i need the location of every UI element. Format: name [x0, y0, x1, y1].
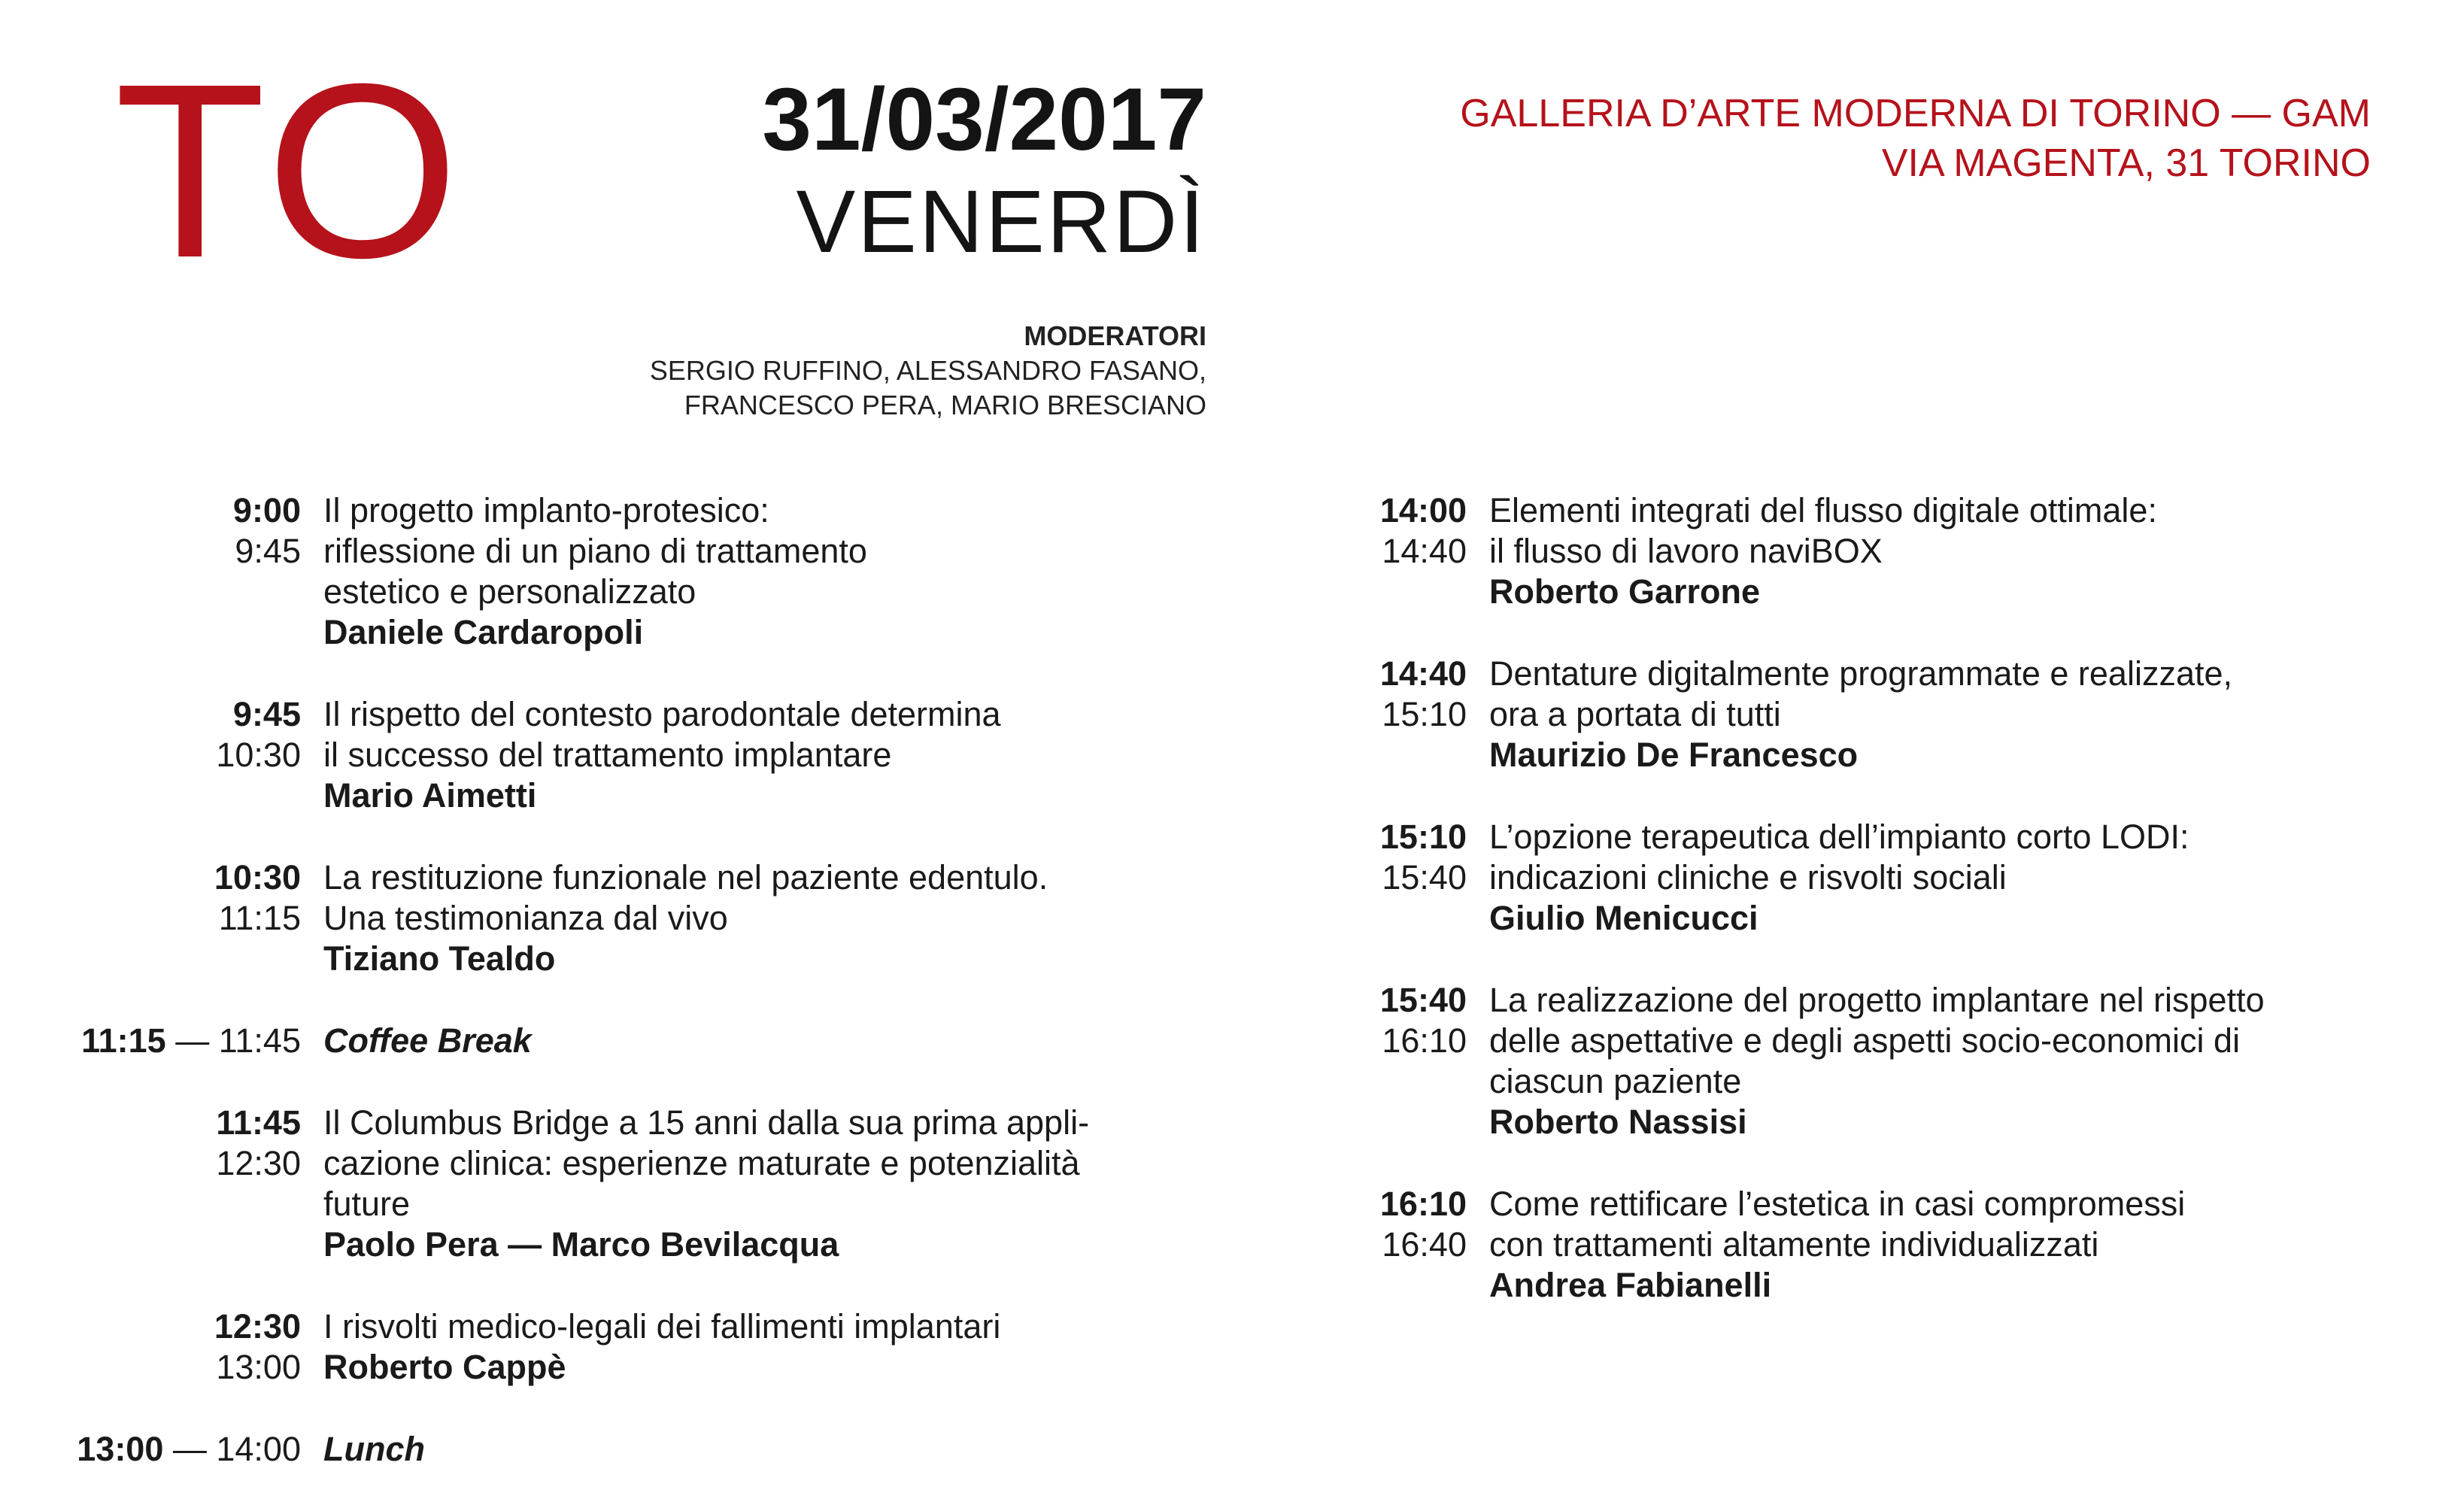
session-times — [1339, 817, 1467, 939]
session-title-line: delle aspettative e degli aspetti socio-economici di — [1489, 1021, 2241, 1060]
session-body — [1467, 817, 2414, 939]
session-times — [1339, 490, 1467, 612]
session-title-line: con trattamenti altamente individualizzati — [1489, 1225, 2099, 1264]
end-time: 14:40 — [1382, 532, 1467, 570]
session-item — [1339, 980, 2414, 1142]
session-body — [301, 1429, 1211, 1470]
speaker-name: Paolo Pera — Marco Bevilacqua — [323, 1225, 839, 1264]
end-time: 12:30 — [216, 1144, 301, 1182]
session-title-line: il successo del trattamento implantare — [323, 736, 892, 774]
start-time: 12:30 — [214, 1307, 301, 1346]
session-item — [53, 1103, 1211, 1265]
city-code: TO — [114, 32, 464, 309]
session-body — [1467, 980, 2414, 1142]
session-title-line: riflessione di un piano di trattamento — [323, 532, 867, 570]
session-title-line: I risvolti medico-legali dei fallimenti implantari — [323, 1307, 1001, 1346]
venue — [1460, 89, 2371, 188]
session-title-line: Il Columbus Bridge a 15 anni dalla sua prima appli- — [323, 1103, 1090, 1142]
time-separator: — — [165, 1021, 219, 1060]
speaker-name: Mario Aimetti — [323, 776, 537, 815]
session-title-line: Il progetto implanto-protesico: — [323, 491, 769, 529]
session-body — [1467, 490, 2414, 612]
schedule-left-column — [53, 490, 1211, 1511]
session-title-line: Dentature digitalmente programmate e realizzate, — [1489, 654, 2233, 693]
session-item — [1339, 817, 2414, 939]
session-times — [53, 490, 301, 653]
session-body — [301, 1103, 1211, 1265]
session-title-line: Il rispetto del contesto parodontale determina — [323, 695, 1001, 733]
session-title-line: future — [323, 1185, 411, 1223]
session-body — [1467, 654, 2414, 775]
session-item — [53, 1306, 1211, 1388]
session-body — [301, 490, 1211, 653]
session-title-line: La realizzazione del progetto implantare nel rispetto — [1489, 981, 2265, 1019]
break-item — [53, 1429, 1211, 1470]
end-time: 15:40 — [1382, 858, 1467, 897]
moderators-heading: MODERATORI — [1024, 320, 1206, 351]
session-times — [1339, 654, 1467, 775]
end-time: 13:00 — [216, 1348, 301, 1386]
end-time: 9:45 — [235, 532, 301, 570]
session-body — [301, 694, 1211, 816]
event-date: 31/03/2017 — [762, 70, 1206, 169]
start-time: 14:40 — [1379, 654, 1467, 693]
event-day: VENERDÌ — [796, 172, 1206, 272]
session-title-line: Elementi integrati del flusso digitale ottimale: — [1489, 491, 2157, 529]
speaker-name: Roberto Nassisi — [1489, 1103, 1747, 1141]
speaker-name: Andrea Fabianelli — [1489, 1266, 1772, 1304]
start-time: 14:00 — [1379, 491, 1467, 529]
end-time: 16:40 — [1382, 1225, 1467, 1264]
session-title-line: il flusso di lavoro naviBOX — [1489, 532, 1883, 570]
start-time: 13:00 — [77, 1430, 164, 1468]
session-times — [53, 1103, 301, 1265]
speaker-name: Roberto Garrone — [1489, 572, 1761, 611]
break-time-range — [53, 1429, 301, 1470]
break-time-range — [53, 1021, 301, 1061]
moderators-line: SERGIO RUFFINO, ALESSANDRO FASANO, — [649, 355, 1206, 386]
session-body — [301, 857, 1211, 979]
session-item — [53, 857, 1211, 979]
end-time: 15:10 — [1382, 695, 1467, 733]
time-separator: — — [163, 1430, 217, 1468]
session-title-line: cazione clinica: esperienze maturate e potenzialità — [323, 1144, 1080, 1182]
session-item — [1339, 490, 2414, 612]
speaker-name: Daniele Cardaropoli — [323, 613, 644, 651]
session-title-line: ora a portata di tutti — [1489, 695, 1781, 733]
speaker-name: Giulio Menicucci — [1489, 899, 1758, 937]
break-label: Lunch — [323, 1430, 425, 1468]
session-title-line: indicazioni cliniche e risvolti sociali — [1489, 858, 2007, 897]
session-times — [53, 1306, 301, 1388]
session-item — [1339, 1184, 2414, 1306]
start-time: 15:40 — [1379, 981, 1467, 1019]
session-times — [1339, 1184, 1467, 1306]
end-time: 11:15 — [218, 899, 301, 937]
end-time: 16:10 — [1382, 1021, 1467, 1060]
start-time: 10:30 — [214, 858, 301, 897]
start-time: 9:00 — [232, 491, 301, 529]
session-times — [1339, 980, 1467, 1142]
break-label: Coffee Break — [323, 1021, 532, 1060]
session-title-line: L’opzione terapeutica dell’impianto corto LODI: — [1489, 818, 2189, 856]
end-time: 14:00 — [216, 1430, 301, 1468]
session-times — [53, 694, 301, 816]
start-time: 16:10 — [1379, 1185, 1467, 1223]
venue-address: VIA MAGENTA, 31 TORINO — [1881, 141, 2371, 185]
start-time: 11:45 — [216, 1103, 301, 1142]
session-times — [53, 1021, 301, 1061]
session-item — [53, 694, 1211, 816]
break-item — [53, 1021, 1211, 1061]
venue-name: GALLERIA D’ARTE MODERNA DI TORINO — GAM — [1460, 92, 2371, 135]
session-item — [53, 490, 1211, 653]
session-title-line: ciascun paziente — [1489, 1062, 1742, 1100]
session-title-line: Come rettificare l’estetica in casi compromessi — [1489, 1185, 2186, 1223]
session-body — [301, 1306, 1211, 1388]
speaker-name: Roberto Cappè — [323, 1348, 566, 1386]
session-body — [1467, 1184, 2414, 1306]
speaker-name: Tiziano Tealdo — [323, 939, 556, 978]
start-time: 9:45 — [232, 695, 301, 733]
start-time: 15:10 — [1379, 818, 1467, 856]
end-time: 11:45 — [218, 1021, 301, 1060]
speaker-name: Maurizio De Francesco — [1489, 736, 1859, 774]
session-body — [301, 1021, 1211, 1061]
moderators-line: FRANCESCO PERA, MARIO BRESCIANO — [684, 390, 1206, 420]
moderators — [650, 319, 1206, 423]
start-time: 11:15 — [81, 1021, 166, 1060]
session-item — [1339, 654, 2414, 775]
session-title-line: estetico e personalizzato — [323, 572, 696, 611]
end-time: 10:30 — [216, 736, 301, 774]
schedule-right-column — [1339, 490, 2414, 1347]
session-title-line: Una testimonianza dal vivo — [323, 899, 728, 937]
session-title-line: La restituzione funzionale nel paziente edentulo. — [323, 858, 1048, 897]
session-times — [53, 857, 301, 979]
session-times — [53, 1429, 301, 1470]
